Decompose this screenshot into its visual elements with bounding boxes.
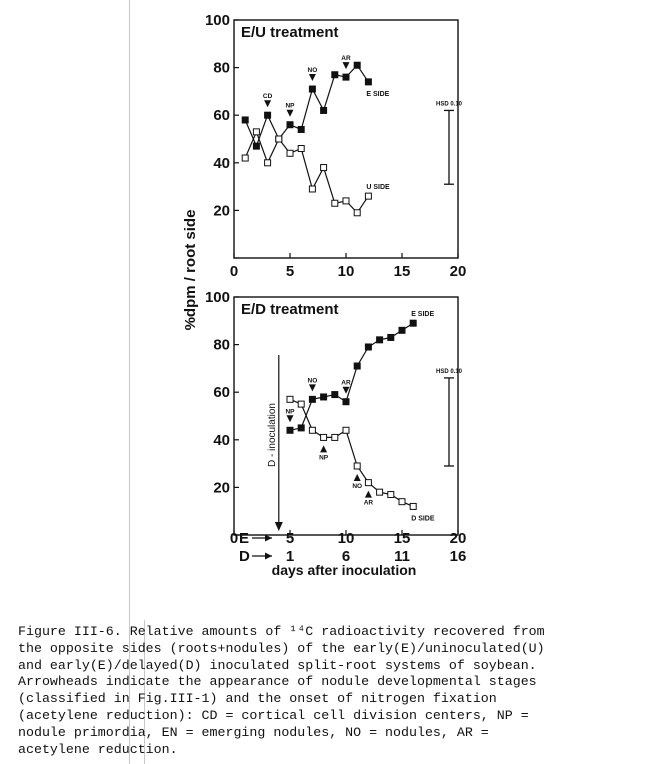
caption-line: the opposite sides (roots+nodules) of the early(E)/uninoculated(U) (18, 640, 545, 656)
annotation-label: AR (341, 55, 351, 63)
data-point (309, 86, 315, 92)
series-line (245, 65, 368, 146)
data-point (276, 136, 282, 142)
data-point (287, 396, 293, 402)
series-label: U SIDE (366, 184, 390, 192)
x-tick-label: 20 (449, 530, 467, 547)
annotation-label: NO (307, 67, 318, 75)
annotation-arrow (287, 110, 294, 117)
event-arrow-head (275, 522, 283, 531)
x2-tick-label: 1 (285, 548, 295, 565)
data-point (298, 425, 304, 431)
data-point (321, 107, 327, 113)
x2-tick-label: 11 (394, 548, 410, 565)
data-point (253, 129, 259, 135)
x-axis-label: days after inoculation (271, 562, 417, 578)
series-line (245, 132, 368, 213)
data-point (287, 150, 293, 156)
data-point (343, 427, 349, 433)
event-label: D - inoculation (266, 403, 278, 467)
caption-line: (classified in Fig.III-1) and the onset of nitrogen fixation (18, 691, 497, 707)
data-point (298, 401, 304, 407)
x-tick-label: 5 (285, 530, 295, 547)
y-axis-label: %dpm / root side (182, 209, 199, 331)
x-row-label: D (239, 548, 250, 565)
data-point (410, 503, 416, 509)
y-tick-label: 100 (204, 12, 230, 29)
annotation-label: NP (285, 408, 295, 416)
data-point (242, 155, 248, 161)
annotation-label: NP (285, 102, 295, 110)
annotation-arrow (264, 100, 271, 107)
data-point (343, 74, 349, 80)
series-label: E SIDE (366, 90, 390, 98)
data-point (354, 62, 360, 68)
annotation-arrow (320, 445, 327, 452)
data-point (321, 165, 327, 171)
y-tick-label: 80 (213, 336, 230, 354)
data-point (332, 392, 338, 398)
data-point (298, 126, 304, 132)
x2-tick-label: 6 (341, 548, 351, 565)
annotation-arrow (354, 474, 361, 481)
row-arrow-head (265, 553, 272, 560)
caption-line: and early(E)/delayed(D) inoculated split-root systems of soybean. (18, 657, 537, 673)
data-point (298, 146, 304, 152)
data-point (309, 396, 315, 402)
annotation-arrow (343, 62, 350, 69)
figure-caption (18, 624, 658, 758)
annotation-label: CD (262, 93, 273, 101)
annotation-label: AR (363, 499, 374, 507)
data-point (388, 334, 394, 340)
hsd-label: HSD 0.10 (435, 368, 463, 375)
data-point (410, 320, 416, 326)
x-tick-label: 10 (337, 530, 355, 547)
annotation-label: NO (352, 482, 363, 490)
x-tick-label: 10 (337, 263, 355, 280)
data-point (321, 394, 327, 400)
annotation-arrow (365, 491, 372, 498)
data-point (377, 489, 383, 495)
data-point (332, 72, 338, 78)
x-tick-label: 15 (393, 530, 411, 547)
panel-ed (205, 289, 466, 565)
data-point (399, 499, 405, 505)
data-point (287, 122, 293, 128)
data-point (354, 210, 360, 216)
annotation-arrow (287, 415, 294, 422)
x-row-label: E (239, 530, 250, 547)
panel-title: E/U treatment (241, 24, 339, 41)
x-tick-label: 0 (229, 263, 239, 280)
y-tick-label: 20 (213, 202, 230, 220)
annotation-arrow (309, 384, 316, 391)
caption-line: Arrowheads indicate the appearance of nodule developmental stages (18, 674, 537, 690)
x-tick-label: 15 (393, 263, 411, 280)
series-line (290, 399, 413, 506)
caption-line: (acetylene reduction): CD = cortical cell division centers, NP = (18, 707, 529, 723)
caption-line: Figure III-6. Relative amounts of ¹⁴C radioactivity recovered from (18, 624, 545, 639)
data-point (365, 480, 371, 486)
data-point (399, 327, 405, 333)
panel-eu (205, 12, 466, 280)
data-point (265, 112, 271, 118)
panel-title: E/D treatment (241, 301, 339, 318)
data-point (365, 344, 371, 350)
series-label: D SIDE (411, 515, 435, 523)
data-point (321, 434, 327, 440)
data-point (365, 193, 371, 199)
data-point (343, 198, 349, 204)
y-tick-label: 100 (204, 289, 230, 306)
series-label: E SIDE (411, 311, 435, 319)
data-point (265, 160, 271, 166)
caption-line: nodule primordia, EN = emerging nodules, NO = nodules, AR = (18, 724, 489, 740)
annotation-label: AR (341, 379, 351, 387)
y-tick-label: 60 (213, 107, 230, 125)
data-point (388, 492, 394, 498)
data-point (354, 363, 360, 369)
annotation-label: NP (319, 454, 329, 462)
y-tick-label: 60 (213, 384, 230, 402)
x2-tick-label: 16 (449, 548, 467, 565)
annotation-label: NO (307, 377, 318, 385)
data-point (253, 143, 259, 149)
data-point (354, 463, 360, 469)
data-point (343, 399, 349, 405)
caption-line: acetylene reduction. (18, 741, 178, 757)
y-tick-label: 40 (213, 431, 230, 449)
data-point (332, 434, 338, 440)
x-tick-label: 20 (449, 263, 467, 280)
y-tick-label: 80 (213, 59, 230, 77)
data-point (365, 79, 371, 85)
data-point (377, 337, 383, 343)
x-tick-label: 5 (285, 263, 295, 280)
x-tick-label: 0 (229, 530, 239, 547)
hsd-label: HSD 0.10 (435, 101, 463, 108)
data-point (332, 200, 338, 206)
data-point (287, 427, 293, 433)
data-point (242, 117, 248, 123)
annotation-arrow (309, 74, 316, 81)
data-point (309, 186, 315, 192)
y-tick-label: 20 (213, 479, 230, 497)
y-tick-label: 40 (213, 154, 230, 172)
data-point (309, 427, 315, 433)
